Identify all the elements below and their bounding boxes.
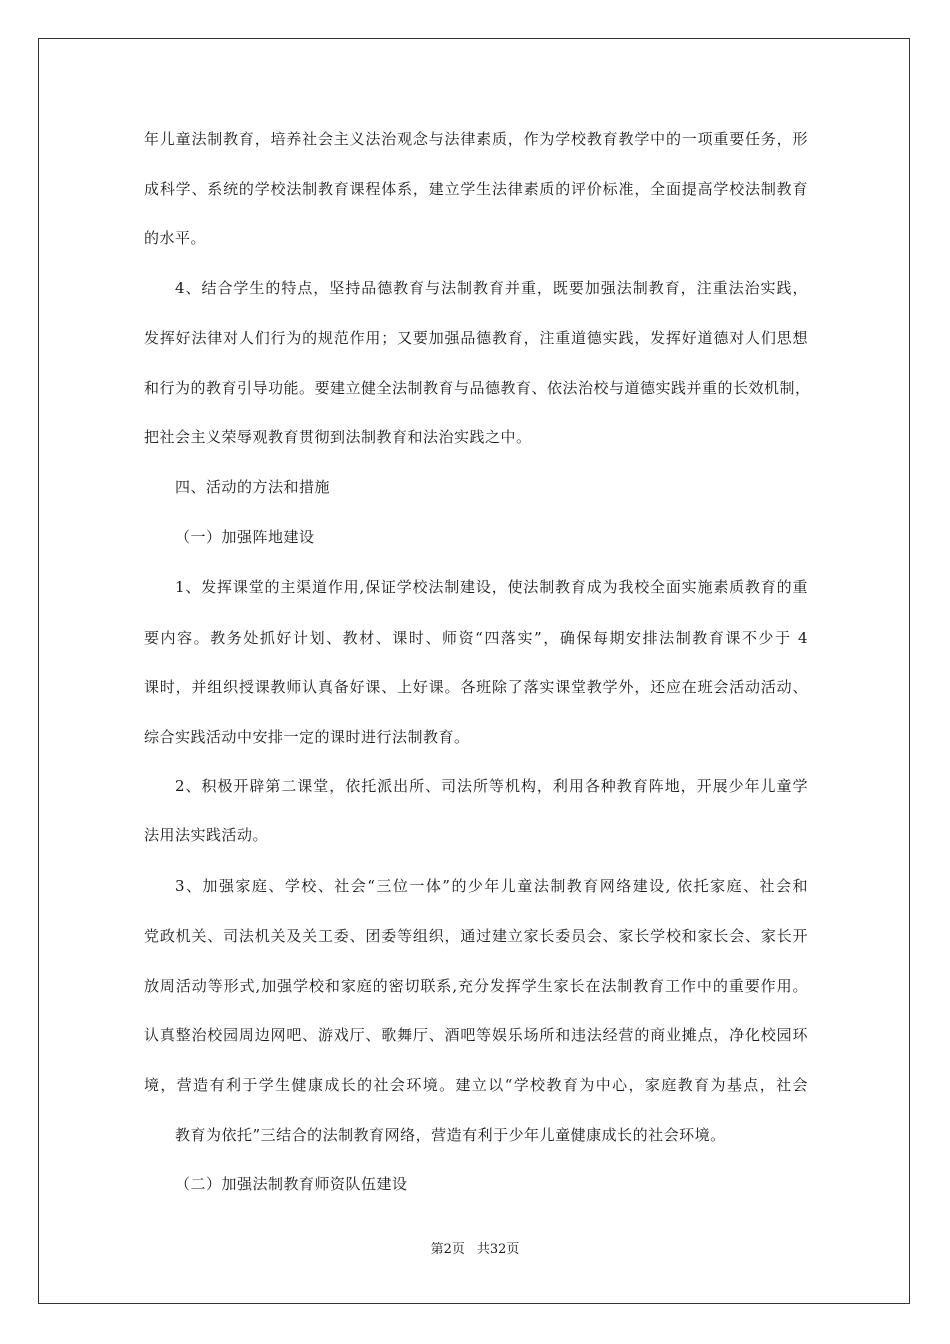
text-line: 法用法实践活动。 <box>144 826 269 844</box>
text-line: 4、结合学生的特点，坚持品德教育与法制教育并重，既要加强法制教育，注重法治实践， <box>175 279 808 297</box>
text-line: 年儿童法制教育，培养社会主义法治观念与法律素质，作为学校教育教学中的一项重要任务，形 <box>144 130 808 148</box>
text-line: 放周活动等形式,加强学校和家庭的密切联系,充分发挥学生家长在法制教育工作中的重要作用。 <box>144 977 808 995</box>
text-line: 1、发挥课堂的主渠道作用,保证学校法制建设，使法制教育成为我校全面实施素质教育的重 <box>175 578 808 596</box>
text-line: 教育为依托”三结合的法制教育网络，营造有利于少年儿童健康成长的社会环境。 <box>175 1126 726 1144</box>
text-line: 党政机关、司法机关及关工委、团委等组织，通过建立家长委员会、家长学校和家长会、家长开 <box>144 927 808 945</box>
text-line: 2、积极开辟第二课堂，依托派出所、司法所等机构，利用各种教育阵地，开展少年儿童学 <box>175 777 808 795</box>
text-line: 要内容。教务处抓好计划、教材、课时、师资“四落实”，确保每期安排法制教育课不少于 4 <box>144 629 808 647</box>
text-line: 课时，并组织授课教师认真备好课、上好课。各班除了落实课堂教学外，还应在班会活动活动、 <box>144 678 808 696</box>
text-line: 的水平。 <box>144 229 207 247</box>
text-line: 综合实践活动中安排一定的课时进行法制教育。 <box>144 728 470 746</box>
page-total: 共32页 <box>476 1242 520 1257</box>
text-line: 成科学、系统的学校法制教育课程体系，建立学生法律素质的评价标准，全面提高学校法制教育 <box>144 180 808 198</box>
page-number: 第2页 <box>430 1242 465 1257</box>
text-line: 把社会主义荣辱观教育贯彻到法制教育和法治实践之中。 <box>144 428 532 446</box>
text-line: 和行为的教育引导功能。要建立健全法制教育与品德教育、依法治校与道德实践并重的长效机制， <box>144 379 811 397</box>
section-heading: 四、活动的方法和措施 <box>175 478 331 496</box>
text-line: 发挥好法律对人们行为的规范作用；又要加强品德教育，注重道德实践，发挥好道德对人们思想 <box>144 329 808 347</box>
page-footer <box>0 1240 950 1260</box>
text-line: 境，营造有利于学生健康成长的社会环境。建立以“学校教育为中心，家庭教育为基点，社会 <box>144 1076 808 1094</box>
subsection-heading: （二）加强法制教育师资队伍建设 <box>175 1175 408 1193</box>
text-line: 认真整治校园周边网吧、游戏厅、歌舞厅、酒吧等娱乐场所和违法经营的商业摊点，净化校园环 <box>144 1026 808 1044</box>
text-line: 3、加强家庭、学校、社会“三位一体”的少年儿童法制教育网络建设, 依托家庭、社会和 <box>175 877 808 895</box>
subsection-heading: （一）加强阵地建设 <box>175 528 315 546</box>
